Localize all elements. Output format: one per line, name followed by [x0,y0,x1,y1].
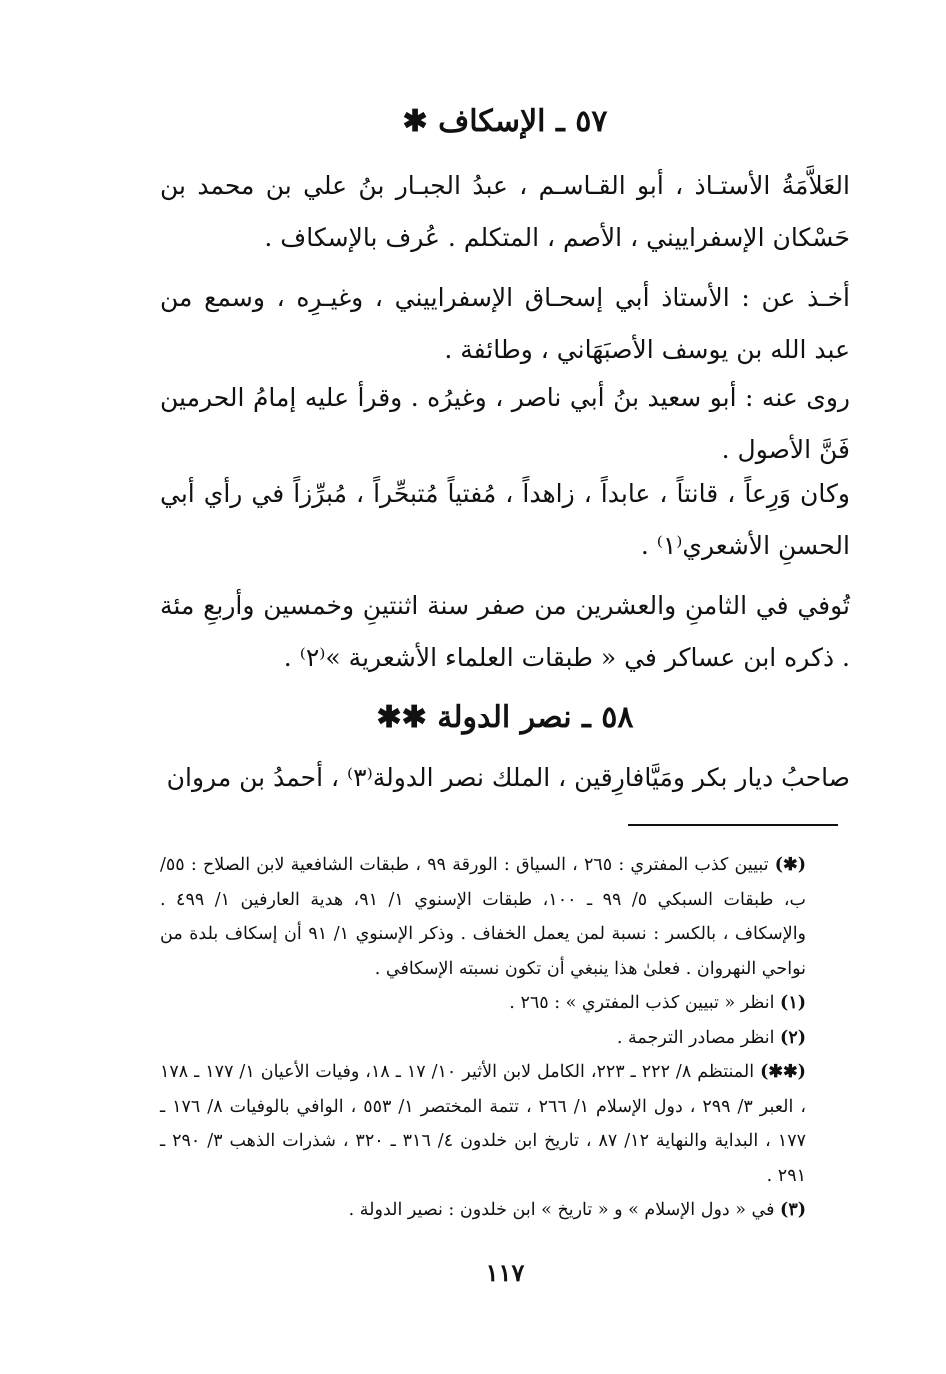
book-page [160,0,850,1374]
footnote-marker: (✱) [774,855,806,875]
footnote-1 [160,986,850,1021]
footnote-marker: (✱✱) [760,1062,806,1082]
footnote-separator-rule [628,824,838,826]
footnote-marker: (٣) [780,1200,806,1220]
entry-57-paragraph-death: تُوفي في الثامنِ والعشرين من صفر سنة اثنتينِ وخمسين وأربعِ مئة . ذكره ابن عساكر في « طبقات العلماء الأشعرية »⁽٢⁾ . [160,591,850,672]
entry-57-paragraph-character: وكان وَرِعاً ، قانتاً ، عابداً ، زاهداً ، مُفتياً مُتبحِّراً ، مُبرِّزاً في رأي أبي الحسنِ الأشعري⁽١⁾ . [160,479,850,560]
entry-57-paragraph-name: العَلاَّمَةُ الأستـاذ ، أبو القـاسـم ، عبدُ الجبـار بنُ علي بن محمد بن حَسْكان الإسفراييني ، الأصم ، المتكلم . عُرف بالإسكاف . [160,171,850,252]
footnote-text: تبيين كذب المفتري : ٢٦٥ ، السياق : الورقة ٩٩ ، طبقات الشافعية لابن الصلاح : ٥٥/ ب، طبقات السبكي ٥/ ٩٩ ـ ١٠٠، طبقات الإسنوي ١/ ٩١، هدية العارفين ١/ ٤٩٩ . والإسكاف ، بالكسر : نسبة لمن يعمل الخفاف . وذكر الإسنوي ١/ ٩١ أن إسكاف بلدة من نواحي النهروان . فعلىٰ هذا ينبغي أن تكون نسبته الإسكافي . [160,855,807,979]
footnote-text: المنتظم ٨/ ٢٢٢ ـ ٢٢٣، الكامل لابن الأثير ١٠/ ١٧ ـ ١٨، وفيات الأعيان ١/ ١٧٧ ـ ١٧٨ ، العبر ٣/ ٢٩٩ ، دول الإسلام ١/ ٢٦٦ ، تتمة المختصر ١/ ٥٥٣ ، الوافي بالوفيات ٨/ ١٧٦ ـ ١٧٧ ، البداية والنهاية ١٢/ ٨٧ ، تاريخ ابن خلدون ٤/ ٣١٦ ـ ٣٢٠ ، شذرات الذهب ٣/ ٢٩٠ ـ ٢٩١ . [160,1062,806,1186]
entry-57-paragraph-teachers: أخـذ عن : الأستاذ أبي إسحـاق الإسفراييني ، وغيـرِه ، وسمع من عبد الله بن يوسف الأصبَهَاني ، وطائفة . [160,283,850,364]
footnote-marker: (٢) [780,1027,806,1048]
page-number: ١١٧ [485,1258,525,1287]
footnote-3 [160,1193,850,1228]
footnote-marker: (١) [780,993,806,1013]
entry-58-heading: ٥٨ ـ نصر الدولة ✱✱ [376,700,634,735]
entry-58-paragraph-intro: صاحبُ ديار بكر ومَيَّافارِقين ، الملك نصر الدولة⁽٣⁾ ، أحمدُ بن مروان [166,763,850,792]
entry-57-paragraph-students: روى عنه : أبو سعيد بنُ أبي ناصر ، وغيرُه . وقرأ عليه إمامُ الحرمين فَنَّ الأصول . [160,383,850,464]
footnote-text: انظر « تبيين كذب المفتري » : ٢٦٥ . [509,993,781,1013]
footnote-entry-58-sources [160,1055,850,1193]
footnote-entry-57-sources [160,848,850,986]
footnote-text: انظر مصادر الترجمة . [616,1027,781,1048]
entry-57-heading: ٥٧ ـ الإسكاف ✱ [402,104,608,139]
footnotes-section [160,848,850,1228]
footnote-2 [160,1021,850,1056]
footnote-text: في « دول الإسلام » و « تاريخ » ابن خلدون : نصير الدولة . [348,1200,781,1220]
